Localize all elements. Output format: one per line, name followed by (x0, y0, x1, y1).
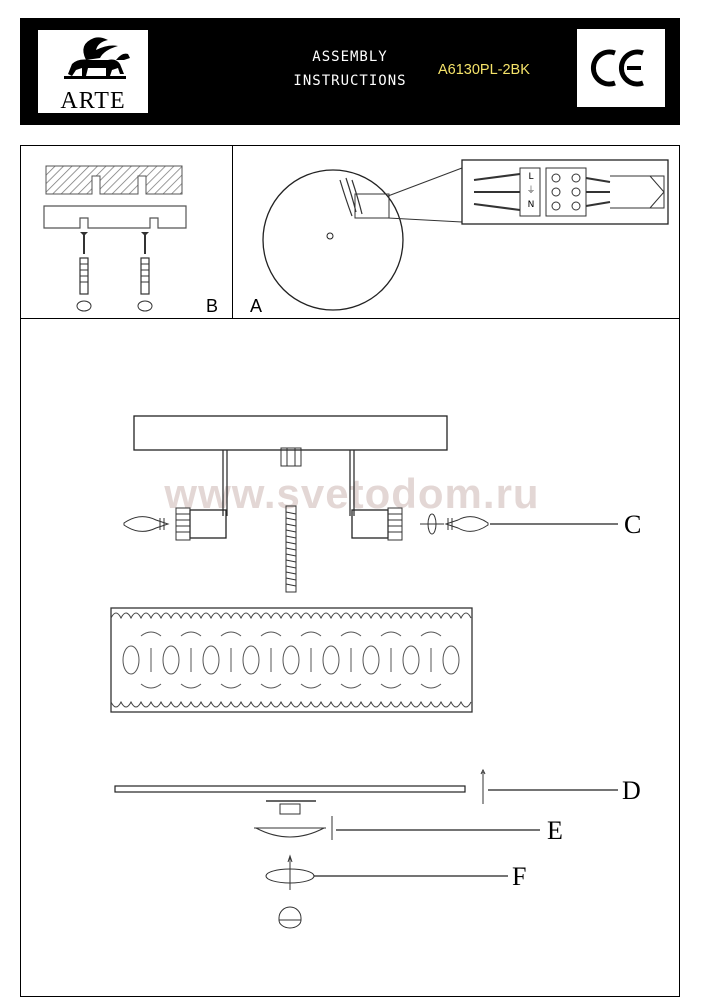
title-line-1: ASSEMBLY (312, 49, 388, 65)
terminal-neutral-label: N (527, 200, 535, 210)
lamp-holder-left (176, 508, 226, 540)
screw-icon (80, 232, 88, 254)
callout-d: D (622, 776, 641, 805)
terminal-labels (526, 170, 536, 212)
lamp-holder-right (352, 508, 402, 540)
panel-label-b: B (206, 296, 219, 316)
bulb-icon (420, 514, 488, 534)
watermark: www.svetodom.ru (164, 470, 540, 517)
earth-icon: ⏚ (526, 186, 536, 196)
finial-nut (266, 856, 314, 890)
ceiling-plate (134, 416, 447, 450)
panel-label-a: A (250, 296, 263, 316)
canopy-plate (263, 170, 403, 310)
mounting-bracket (44, 206, 186, 228)
arm-left (223, 450, 227, 516)
brand-name: ARTE (60, 88, 126, 114)
threaded-rod (286, 506, 296, 592)
screw-icon (141, 232, 149, 254)
terminal-live-label: L (528, 172, 534, 182)
wall-plug-icon (77, 258, 91, 311)
bulb-icon (124, 517, 168, 532)
callout-f: F (512, 862, 527, 891)
model-number: A6130PL-2BK (438, 62, 530, 78)
wall-plug-icon (138, 258, 152, 311)
ceiling-section (46, 166, 182, 194)
center-bracket (281, 448, 301, 466)
cover-dish (254, 801, 332, 840)
callout-c: C (624, 510, 642, 539)
arm-right (350, 450, 354, 516)
title-line-2: INSTRUCTIONS (293, 73, 407, 89)
callout-e: E (547, 816, 563, 845)
end-cap (279, 907, 301, 928)
glass-panel (115, 770, 485, 804)
lamp-shade (111, 608, 472, 712)
